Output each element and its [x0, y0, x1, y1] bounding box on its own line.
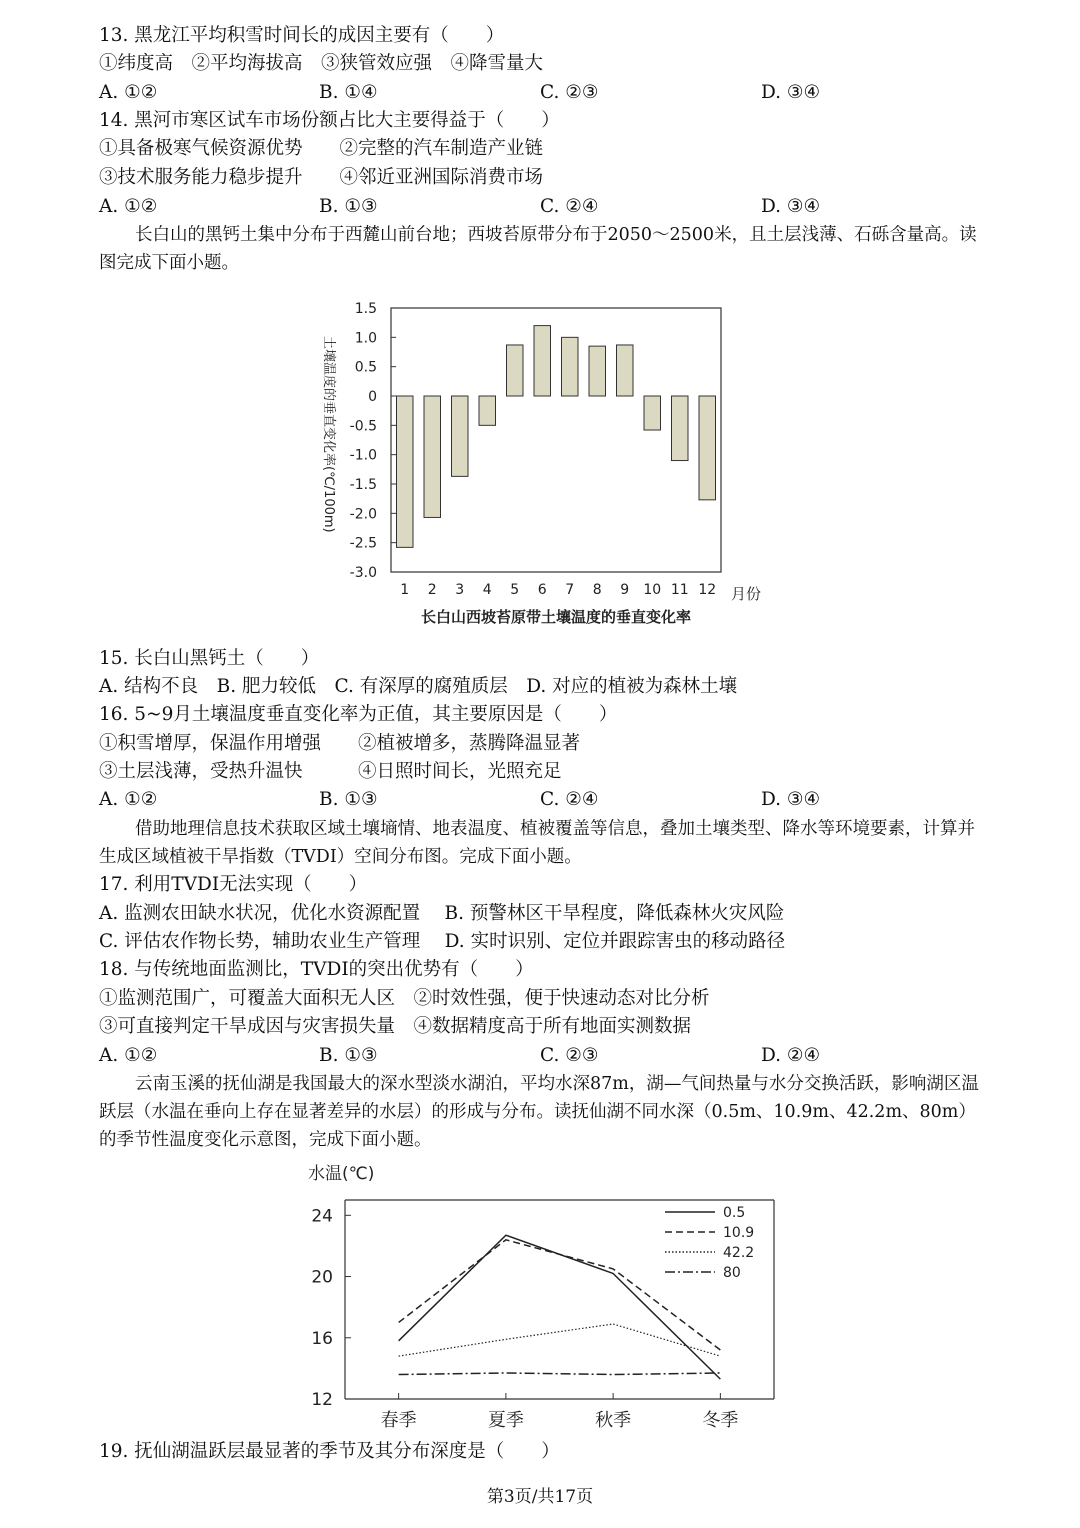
legend-label: 10.9: [723, 1225, 755, 1241]
y-tick-label: 12: [311, 1390, 333, 1410]
x-tick-label: 10: [643, 582, 662, 598]
q16-option-a: A. ①②: [99, 789, 158, 810]
q14-option-c: C. ②④: [540, 196, 599, 217]
q16-option-c: C. ②④: [540, 789, 599, 810]
q13-option-c: C. ②③: [540, 82, 599, 103]
y-tick-label: 1.5: [354, 301, 377, 317]
x-tick-label: 12: [698, 582, 717, 598]
passage-changbai: 长白山的黑钙土集中分布于西麓山前台地；西坡苔原带分布于2050～2500米，且土层浅薄、石砾含量高。读图完成下面小题。: [99, 225, 977, 273]
q19-stem: 19. 抚仙湖温跃层最显著的季节及其分布深度是（ ）: [99, 1441, 560, 1462]
q13-items: ①纬度高 ②平均海拔高 ③狭管效应强 ④降雪量大: [99, 53, 544, 74]
legend-label: 80: [723, 1265, 741, 1281]
y-tick-label: 0.5: [354, 359, 377, 376]
bar: [617, 345, 634, 396]
x-tick-label: 11: [670, 582, 689, 598]
q14-stem: 14. 黑河市寒区试车市场份额占比大主要得益于（ ）: [99, 110, 560, 131]
q17-stem: 17. 利用TVDI无法实现（ ）: [99, 874, 368, 895]
q18-stem: 18. 与传统地面监测比，TVDI的突出优势有（ ）: [99, 959, 534, 980]
x-tick-label: 4: [482, 582, 492, 598]
q18-items-2: ③可直接判定干旱成因与灾害损失量 ④数据精度高于所有地面实测数据: [99, 1016, 692, 1037]
bar: [424, 396, 441, 517]
q18-option-c: C. ②③: [540, 1045, 599, 1066]
x-tick-label: 夏季: [487, 1410, 524, 1431]
q16-option-d: D. ③④: [761, 789, 821, 810]
page-footer: 第3页/共17页: [486, 1487, 594, 1507]
q17-options-cd: C. 评估农作物长势，辅助农业生产管理 D. 实时识别、定位并跟踪害虫的移动路径: [99, 931, 786, 952]
y-tick-label: -2.5: [349, 535, 377, 552]
bar: [479, 396, 496, 425]
x-axis-label: 月份: [731, 585, 762, 603]
y-tick-label: 20: [311, 1267, 333, 1288]
bar: [699, 396, 716, 500]
q14-option-a: A. ①②: [99, 196, 158, 217]
x-tick-label: 3: [455, 582, 465, 598]
q14-items-1: ①具备极寒气候资源优势 ②完整的汽车制造产业链: [99, 138, 544, 159]
x-tick-label: 2: [427, 582, 437, 598]
q18-option-a: A. ①②: [99, 1045, 158, 1066]
q15-stem: 15. 长白山黑钙土（ ）: [99, 648, 320, 669]
series-line-10.9: [399, 1240, 721, 1350]
q14-items-2: ③技术服务能力稳步提升 ④邻近亚洲国际消费市场: [99, 167, 544, 188]
y-tick-label: -0.5: [349, 418, 377, 435]
x-tick-label: 1: [400, 582, 410, 598]
series-line-80: [399, 1373, 721, 1375]
series-line-42.2: [399, 1324, 721, 1356]
x-tick-label: 8: [592, 582, 602, 598]
soil-temp-bar-chart: [315, 296, 775, 636]
x-tick-label: 春季: [380, 1410, 417, 1431]
y-tick-label: -2.0: [349, 506, 377, 523]
bar: [589, 346, 606, 396]
q15-options: A. 结构不良 B. 肥力较低 C. 有深厚的腐殖质层 D. 对应的植被为森林土壤: [99, 676, 738, 697]
y-tick-label: -1.5: [349, 477, 377, 493]
q16-stem: 16. 5~9月土壤温度垂直变化率为正值，其主要原因是（ ）: [99, 704, 618, 725]
x-tick-label: 9: [620, 582, 630, 598]
y-tick-label: -3.0: [349, 565, 377, 581]
q16-option-b: B. ①③: [319, 789, 378, 810]
y-axis-label: 水温(℃): [308, 1164, 375, 1184]
x-tick-label: 7: [565, 582, 575, 598]
x-tick-label: 6: [537, 582, 547, 598]
y-tick-label: 16: [311, 1328, 333, 1349]
passage-fuxian-lake: 云南玉溪的抚仙湖是我国最大的深水型淡水湖泊，平均水深87m，湖—气间热量与水分交换活跃，影响湖区温跃层（水温在垂向上存在显著差异的水层）的形成与分布。读抚仙湖不同水深（0.5m、10.9m、42.2m、80m）的季节性温度变化示意图，完成下面小题。: [99, 1074, 979, 1150]
q18-option-d: D. ②④: [761, 1045, 821, 1066]
bar: [562, 337, 579, 396]
bar: [644, 396, 661, 430]
q18-items-1: ①监测范围广，可覆盖大面积无人区 ②时效性强，便于快速动态对比分析: [99, 988, 710, 1009]
q13-option-b: B. ①④: [319, 82, 378, 103]
bar: [534, 326, 551, 396]
y-tick-label: -1.0: [349, 447, 377, 464]
q18-option-b: B. ①③: [319, 1045, 378, 1066]
q17-options-ab: A. 监测农田缺水状况，优化水资源配置 B. 预警林区干旱程度，降低森林火灾风险: [99, 903, 785, 924]
q13-option-d: D. ③④: [761, 82, 821, 103]
passage-tvdi: 借助地理信息技术获取区域土壤墒情、地表温度、植被覆盖等信息，叠加土壤类型、降水等环境要素，计算并生成区域植被干旱指数（TVDI）空间分布图。完成下面小题。: [99, 819, 975, 867]
series-line-0.5: [399, 1235, 721, 1379]
q16-items-2: ③土层浅薄，受热升温快 ④日照时间长，光照充足: [99, 761, 562, 782]
q14-option-d: D. ③④: [761, 196, 821, 217]
x-tick-label: 秋季: [595, 1410, 632, 1431]
lake-temp-line-chart: [300, 1155, 790, 1440]
bar: [507, 345, 524, 396]
q13-option-a: A. ①②: [99, 82, 158, 103]
chart-title: 长白山西坡苔原带土壤温度的垂直变化率: [420, 608, 692, 626]
q13-stem: 13. 黑龙江平均积雪时间长的成因主要有（ ）: [99, 25, 505, 46]
x-tick-label: 冬季: [702, 1410, 739, 1431]
x-tick-label: 5: [510, 582, 520, 598]
q16-items-1: ①积雪增厚，保温作用增强 ②植被增多，蒸腾降温显著: [99, 733, 581, 754]
y-tick-label: 0: [368, 389, 377, 405]
y-tick-label: 1.0: [354, 330, 377, 347]
legend-label: 0.5: [723, 1205, 746, 1221]
bar: [452, 396, 469, 476]
y-axis-label: 土壤温度的垂直变化率(℃/100m): [321, 336, 336, 533]
legend-label: 42.2: [723, 1245, 755, 1261]
bar: [397, 396, 414, 547]
q14-option-b: B. ①③: [319, 196, 378, 217]
y-tick-label: 24: [311, 1206, 333, 1227]
bar: [672, 396, 689, 461]
